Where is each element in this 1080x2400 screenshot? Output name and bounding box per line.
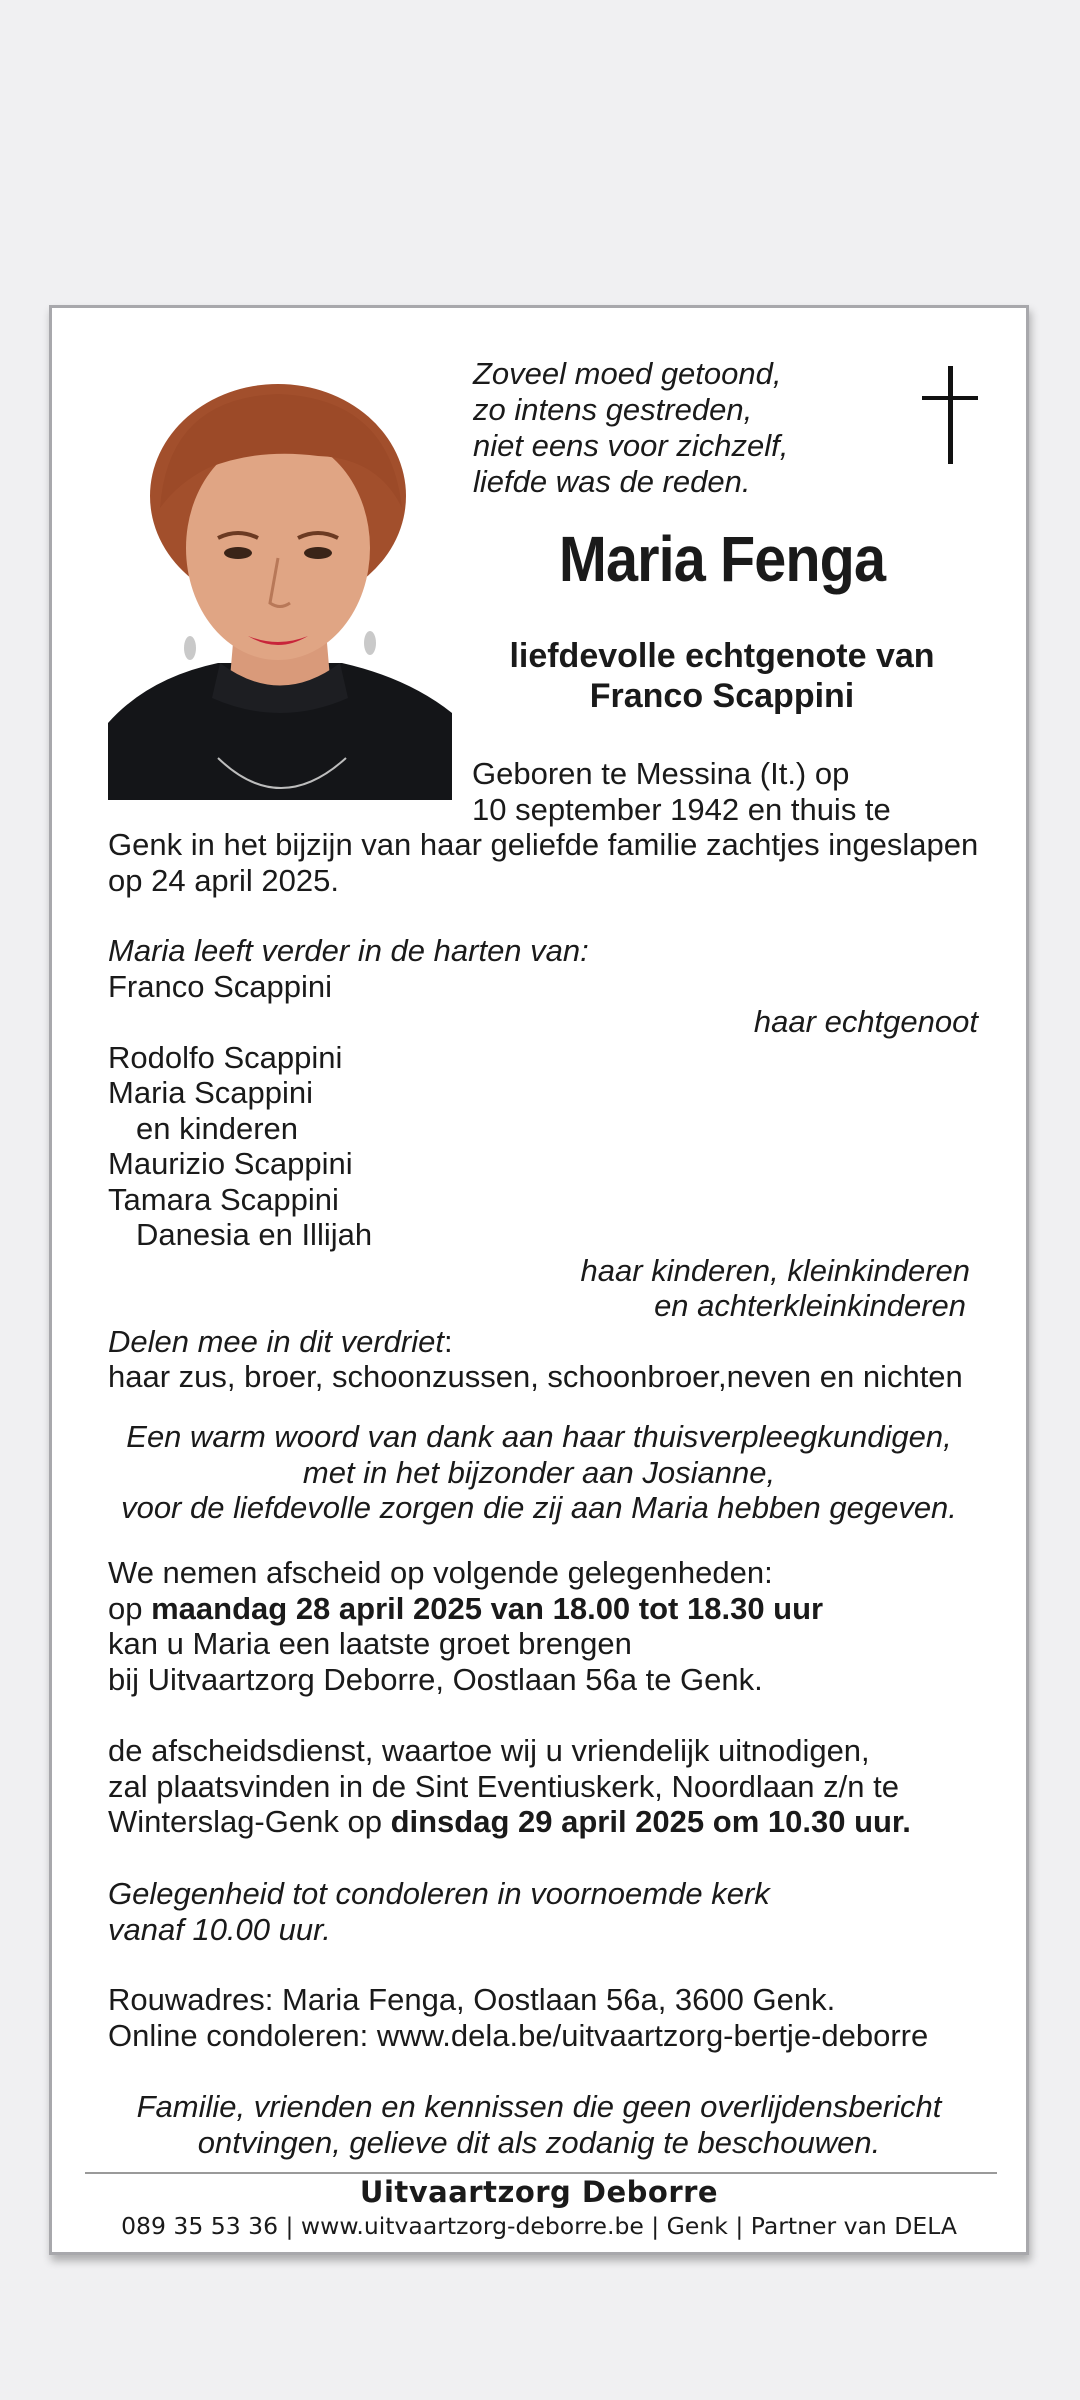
share-colon: : bbox=[444, 1323, 453, 1359]
portrait-illustration bbox=[108, 378, 452, 800]
notice-line: ontvingen, gelieve dit als zodanig te beschouwen. bbox=[197, 2124, 881, 2160]
farewell-visit-line bbox=[108, 1591, 823, 1627]
survivors-intro: Maria leeft verder in de harten van: bbox=[108, 933, 589, 968]
survivor-name: en kinderen bbox=[136, 1110, 299, 1146]
farewell-section bbox=[108, 1555, 823, 1697]
farewell-op: op bbox=[108, 1590, 152, 1626]
survivor-name: Danesia en Illijah bbox=[136, 1217, 373, 1252]
birth-line: Genk in het bijzijn van haar geliefde familie zachtjes ingeslapen bbox=[108, 827, 979, 862]
birth-line: op 24 april 2025. bbox=[108, 862, 339, 898]
poem-line: zo intens gestreden, bbox=[473, 392, 753, 427]
cross-icon bbox=[922, 366, 978, 464]
survivor-role: haar kinderen, kleinkinderen bbox=[580, 1252, 970, 1288]
deceased-name: Maria Fenga bbox=[558, 523, 886, 595]
survivor-role: en achterkleinkinderen bbox=[654, 1288, 966, 1323]
spouse-heading bbox=[472, 636, 972, 716]
notice-section bbox=[52, 2089, 1026, 2160]
address-section bbox=[108, 1982, 928, 2053]
survivors-section bbox=[108, 933, 978, 1395]
farewell-intro: We nemen afscheid op volgende gelegenheden: bbox=[108, 1555, 773, 1590]
survivor-role: haar echtgenoot bbox=[753, 1004, 978, 1039]
share-list: haar zus, broer, schoonzussen, schoonbroer,neven en nichten bbox=[108, 1359, 963, 1394]
service-prefix: Winterslag-Genk op bbox=[108, 1804, 391, 1839]
death-notice-card bbox=[49, 305, 1029, 2255]
birth-text-top bbox=[472, 756, 891, 827]
farewell-line: kan u Maria een laatste groet brengen bbox=[108, 1626, 632, 1661]
birth-line: 10 september 1942 en thuis te bbox=[472, 791, 891, 827]
condolence-line: vanaf 10.00 uur. bbox=[108, 1911, 331, 1947]
survivor-name: Maurizio Scappini bbox=[108, 1146, 353, 1181]
survivor-name: Tamara Scappini bbox=[108, 1181, 339, 1217]
online-condolence: Online condoleren: www.dela.be/uitvaartzorg-bertje-deborre bbox=[108, 2017, 929, 2053]
service-date-line bbox=[108, 1804, 911, 1840]
poem-line: Zoveel moed getoond, bbox=[473, 356, 782, 391]
share-intro: Delen mee in dit verdriet bbox=[108, 1323, 444, 1359]
spouse-line: liefdevolle echtgenote van bbox=[509, 637, 935, 675]
survivor-name: Franco Scappini bbox=[108, 968, 333, 1004]
poem-line: liefde was de reden. bbox=[473, 464, 751, 499]
service-section bbox=[108, 1733, 911, 1840]
mourning-address: Rouwadres: Maria Fenga, Oostlaan 56a, 3600 Genk. bbox=[108, 1982, 836, 2017]
thanks-section bbox=[52, 1419, 1026, 1526]
service-line: zal plaatsvinden in de Sint Eventiuskerk, Noordlaan z/n te bbox=[108, 1768, 899, 1804]
funeral-company-name: Uitvaartzorg Deborre bbox=[359, 2175, 719, 2209]
visit-datetime: maandag 28 april 2025 van 18.00 tot 18.30 uur bbox=[151, 1590, 824, 1626]
service-line: de afscheidsdienst, waartoe wij u vriendelijk uitnodigen, bbox=[108, 1733, 870, 1768]
service-datetime: dinsdag 29 april 2025 om 10.30 uur. bbox=[390, 1804, 911, 1839]
funeral-company-contact: 089 35 53 36 | www.uitvaartzorg-deborre.be | Genk | Partner van DELA bbox=[121, 2212, 957, 2240]
spouse-name: Franco Scappini bbox=[589, 677, 855, 715]
farewell-line: bij Uitvaartzorg Deborre, Oostlaan 56a te Genk. bbox=[108, 1661, 763, 1697]
condolence-section bbox=[108, 1876, 770, 1947]
thanks-line: Een warm woord van dank aan haar thuisverpleegkundigen, bbox=[126, 1419, 952, 1454]
share-intro-line bbox=[108, 1324, 978, 1360]
survivor-name: Maria Scappini bbox=[108, 1075, 314, 1110]
thanks-line: voor de liefdevolle zorgen die zij aan Maria hebben gegeven. bbox=[121, 1490, 957, 1525]
survivor-name: Rodolfo Scappini bbox=[108, 1039, 343, 1075]
poem bbox=[473, 356, 833, 500]
thanks-line: met in het bijzonder aan Josianne, bbox=[302, 1454, 776, 1490]
condolence-line: Gelegenheid tot condoleren in voornoemde kerk bbox=[108, 1876, 770, 1911]
poem-line: niet eens voor zichzelf, bbox=[473, 428, 789, 463]
notice-line: Familie, vrienden en kennissen die geen overlijdensbericht bbox=[136, 2089, 942, 2124]
birth-line: Geboren te Messina (It.) op bbox=[472, 756, 850, 791]
portrait-photo bbox=[108, 378, 452, 800]
birth-text-bottom bbox=[108, 827, 978, 898]
